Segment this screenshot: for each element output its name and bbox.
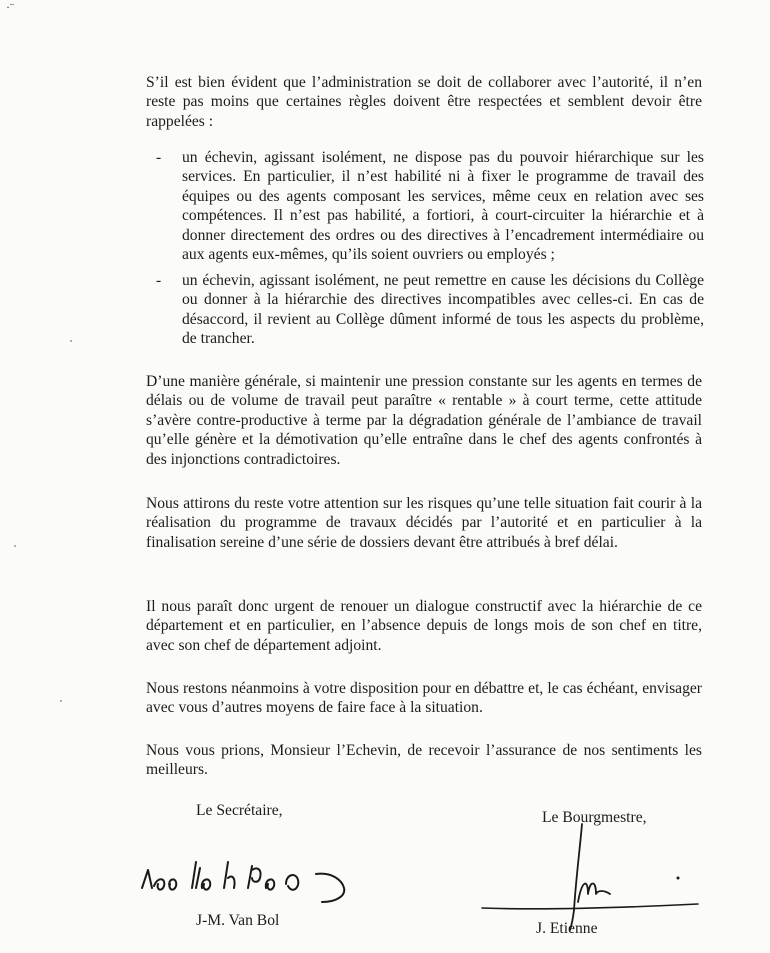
secretary-title: Le Secrétaire, xyxy=(196,802,283,819)
mayor-signature xyxy=(478,818,718,934)
mayor-title: Le Bourgmestre, xyxy=(542,809,647,826)
bullet-dash: - xyxy=(156,272,162,289)
scan-speck xyxy=(14,545,16,547)
bullet-item-college: un échevin, agissant isolément, ne peut remettre en cause les décisions du Collège ou donner à la hiérarchie des directives incompatibles avec celles-ci. En cas de désaccord, il revient au Collège dûment informé de tous les aspects du problème, de trancher. xyxy=(182,272,704,348)
mayor-name: J. Etienne xyxy=(536,920,598,937)
paragraph-risks: Nous attirons du reste votre attention sur les risques qu’une telle situation fait courir à la réalisation du programme de travaux décidés par l’autorité et en particulier à la finalisation sereine d’une série de dossiers devant être attribués à bref délai. xyxy=(146,495,702,551)
paragraph-closing: Nous vous prions, Monsieur l’Echevin, de recevoir l’assurance de nos sentiments les meilleurs. xyxy=(146,742,702,779)
paragraph-availability: Nous restons néanmoins à votre disposition pour en débattre et, le cas échéant, envisager avec vous d’autres moyens de faire face à la situation. xyxy=(146,680,702,717)
paragraph-dialogue: Il nous paraît donc urgent de renouer un dialogue constructif avec la hiérarchie de ce département et en particulier, en l’absence depuis de longs mois de son chef en titre, avec son chef de département adjoint. xyxy=(146,598,702,654)
paragraph-pressure: D’une manière générale, si maintenir une pression constante sur les agents en termes de délais ou de volume de travail peut paraître « rentable » à court terme, cette attitude s’avère contre-productive à terme par la dégradation générale de l’ambiance de travail qu’elle génère et la démotivation qu’elle entraîne dans le chef des agents confrontés à des injonctions contradictoires. xyxy=(146,373,702,468)
bullet-item-hierarchy: un échevin, agissant isolément, ne dispose pas du pouvoir hiérarchique sur les services. En particulier, il n’est habilité ni à fixer le programme de travail des équipes ou des agents composant les services, même ceux en relation avec ses compétences. Il n’est pas habilité, a fortiori, à court-circuiter la hiérarchie et à donner directement des ordres ou des directives à l’encadrement intermédiaire ou aux agents eux-mêmes, qu’ils soient ouvriers ou employés ; xyxy=(182,149,704,264)
scan-speck xyxy=(70,340,72,342)
intro-paragraph: S’il est bien évident que l’administration se doit de collaborer avec l’autorité, il n’en reste pas moins que certaines règles doivent être respectées et semblent devoir être rappelées : xyxy=(146,74,702,130)
secretary-name: J-M. Van Bol xyxy=(196,912,280,929)
secretary-signature xyxy=(136,848,376,908)
bullet-dash: - xyxy=(156,149,162,166)
corner-mark: ·¨ xyxy=(6,0,14,14)
scan-speck xyxy=(60,700,62,702)
